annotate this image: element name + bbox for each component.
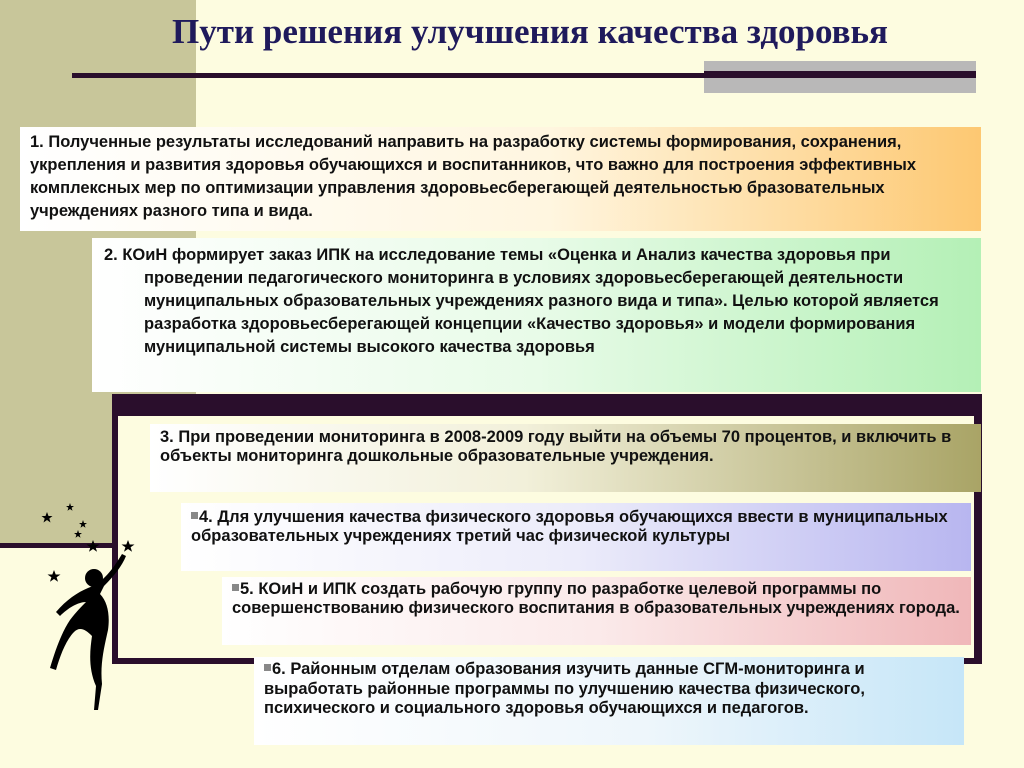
star-icon	[42, 512, 53, 523]
star-icon	[79, 520, 87, 528]
item-1-box	[20, 127, 981, 231]
star-icon	[48, 570, 61, 582]
dancer-figure-icon	[38, 498, 148, 718]
star-icon	[74, 530, 82, 538]
item-2-text: 2. КОиН формирует заказ ИПК на исследование темы «Оценка и Анализ качества здоровья при проведении педагогического мониторинга в условиях здоровьесберегающей деятельности муниципальных образовательных учреждениях разного вида и типа». Целью которой является разработка здоровьесберегающей концепции «Качество здоровья» и модели формирования муниципальной системы высокого качества здоровья	[104, 246, 939, 356]
item-4-text: 4. Для улучшения качества физического здоровья обучающихся ввести в муниципальных образовательных учреждениях третий час физической культуры	[191, 508, 948, 545]
item-6-text: 6. Районным отделам образования изучить данные СГМ-мониторинга и выработать районные программы по улучшению качества физического, психического и социального здоровья обучающихся и педагогов.	[264, 660, 865, 717]
item-5-text: 5. КОиН и ИПК создать рабочую группу по разработке целевой программы по совершенствованию физического воспитания в образовательных учреждениях города.	[232, 580, 960, 617]
square-bullet-icon	[264, 664, 271, 671]
star-icon	[66, 503, 74, 511]
square-bullet-icon	[232, 584, 239, 591]
star-icon	[87, 540, 100, 552]
item-4-box	[181, 503, 971, 571]
item-6-box	[254, 657, 964, 745]
item-2-box	[92, 238, 981, 392]
item-1-text: 1. Полученные результаты исследований направить на разработку системы формирования, сохранения, укрепления и развития здоровья обучающихся и воспитанников, что важно для построения эффективных комплексных мер по оптимизации управления здоровьесберегающей деятельностью бразовательных учреждениях разного типа и вида.	[30, 133, 917, 220]
item-3-text: 3. При проведении мониторинга в 2008-2009 году выйти на объемы 70 процентов, и включить в объекты мониторинга дошкольные образовательные учреждения.	[160, 428, 952, 465]
star-icon	[122, 540, 135, 552]
item-5-box	[222, 577, 971, 645]
item-3-box	[150, 424, 981, 492]
square-bullet-icon	[191, 512, 198, 519]
decorative-rule-segment	[704, 71, 976, 76]
slide-title: Пути решения улучшения качества здоровья	[172, 12, 888, 51]
